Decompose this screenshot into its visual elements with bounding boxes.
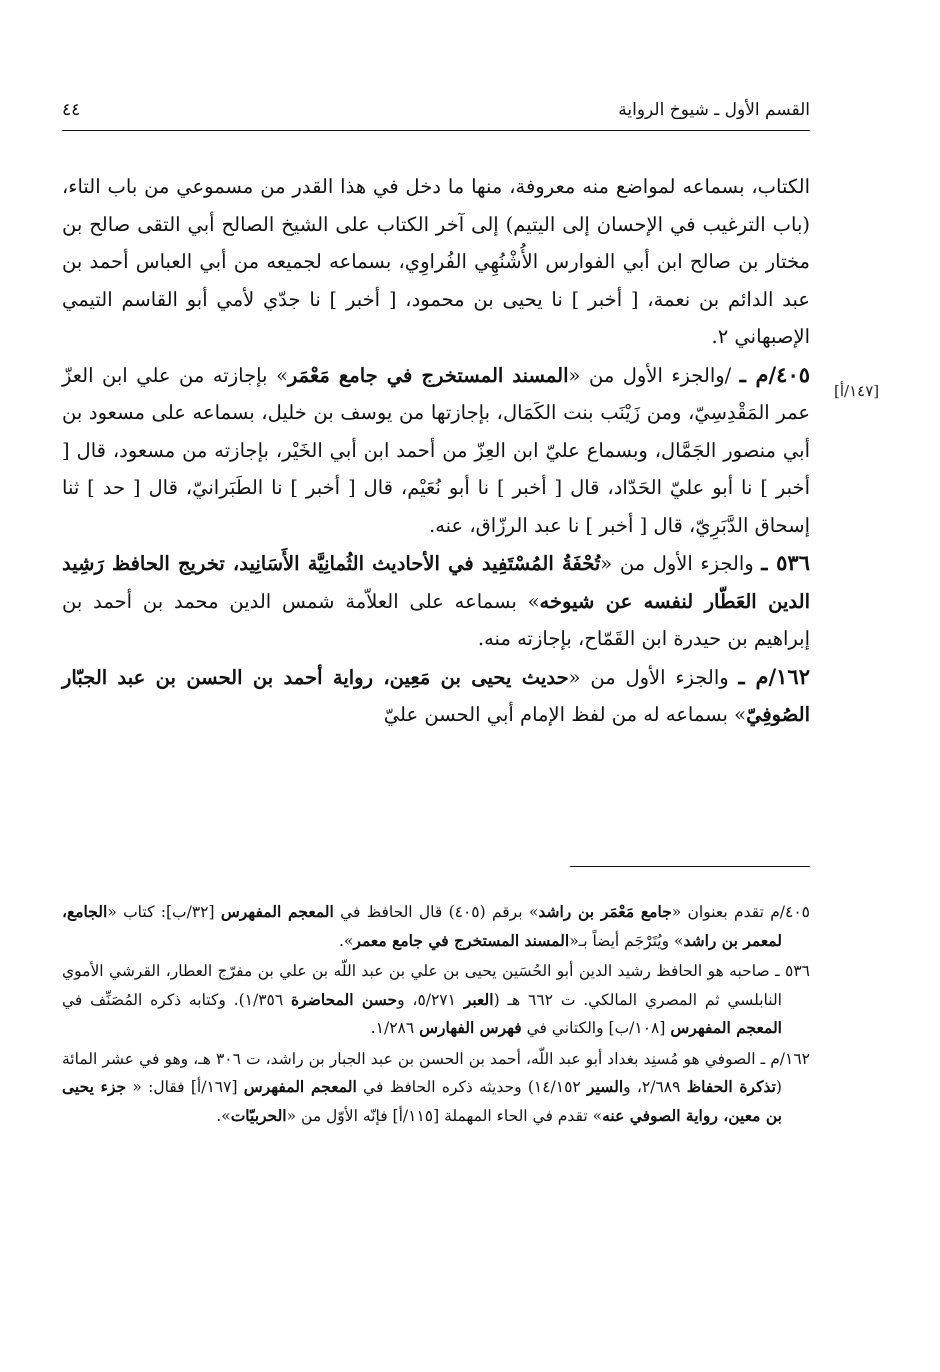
footnote-text: ١/٣٥٦). وكتابه ذكره المُصَنِّف في [62,990,292,1009]
entry-number: ٥٣٦ ـ [761,550,810,575]
entry-text: » بسماعه على العلاّمة شمس الدين محمد بن أحمد بن إبراهيم بن حيدرة ابن القَمّاح، بإجازته منه. [62,589,810,650]
footnote-title: فهرس الفهارس [419,1018,522,1037]
header-title: القسم الأول ـ شيوخ الرواية [618,100,810,120]
entry-162 [62,658,810,734]
footnote-text: [١٦٧/أ] فقال: « [126,1078,244,1096]
entry-text: » بسماعه له من لفظ الإمام أبي الحسن عليّ [383,703,747,726]
footnote-text: ـ صاحبه هو الحافظ رشيد الدين أبو الحُسَين يحيى بن علي بن عبد اللّه بن علي بن مفرّج العطار، القرشي الأموي النابلسي ثم المصري المالكي. ت ٦٦٢ هـ ( [62,962,786,1009]
footnote-divider [570,866,810,867]
footnote-162 [62,1045,810,1131]
entry-text: /والجزء الأول من « [568,363,740,387]
margin-folio-note: [١٤٧/أ] [834,382,880,400]
entry-number: ٤٠٥/م ـ [739,361,811,387]
footnote-text: ١٤/١٥٢) وحديثه ذكره الحافظ في [356,1078,588,1096]
footnote-title: جامع مَعْمَر بن راشد [538,902,672,921]
footnote-title: المسند المستخرج في جامع معمر [353,930,570,950]
footnote-405 [62,898,810,955]
footnote-text: تقدم بعنوان « [671,903,771,921]
footnote-text: ». [216,1106,231,1125]
footnote-text: ٢/٦٨٩، و [623,1078,687,1096]
footnote-title: المعجم المفهرس [220,902,334,921]
footnote-title: المعجم المفهرس [243,1077,357,1096]
footnote-number: ٤٠٥/م [770,903,810,921]
footnote-text: ». [339,931,354,950]
footnote-536 [62,957,810,1043]
footnote-text: [٣٢/ب]: كتاب « [107,903,221,921]
footnote-text: ١/٢٨٦. [370,1019,420,1037]
entry-title: تُحْفَةُ المُسْتَفِيد في الأحاديث الثُمانِيَّة الأَسَانِيد، تخريج الحافظ رَشِيد الدين العَطّار لنفسه عن شيوخه [62,552,810,613]
footnote-text: » برقم (٤٠٥) قال الحافظ في [333,903,539,921]
footnote-title: تذكرة الحفاظ [686,1077,776,1096]
footnote-number: ٥٣٦ [785,962,810,980]
main-text [62,168,810,734]
entry-title: حديث يحيى بن مَعِين، رواية أحمد بن الحسن بن عبد الجبّار الصُوفِيّ [62,665,810,726]
header-divider [62,130,810,131]
footnote-text: ـ الصوفي هو مُسنِد بغداد أبو عبد اللّه، أحمد بن الحسن بن عبد الجبار بن راشد، ت ٣٠٦ هـ، وهو في عشر المائة ( [62,1049,782,1096]
entry-title: المسند المستخرج في جامع مَعْمَر [287,363,569,387]
entry-number: ١٦٢/م ـ [738,663,810,689]
document-page [62,80,810,1340]
footnote-text: ٥/٢٧١، و [397,990,464,1009]
footnotes [62,898,810,1132]
footnote-title: المعجم المفهرس [670,1018,782,1037]
footnote-number: ١٦٢/م [770,1049,811,1068]
footnote-title: العبر [463,989,494,1009]
entry-text: والجزء الأول من « [600,552,762,575]
footnote-title: السير [587,1077,624,1096]
footnote-text: » تقدم في الحاء المهملة [١١٥/أ] فإنّه الأوّل من « [286,1106,603,1125]
entry-405 [62,356,810,545]
entry-536 [62,544,810,658]
paragraph-continuation: الكتاب، بسماعه لمواضع منه معروفة، منها ما دخل في هذا القدر من مسموعي من باب التاء، (باب الترغيب في الإحسان إلى اليتيم) إلى آخر الكتاب على الشيخ الصالح أبي التقى صالح بن مختار بن صالح ابن أبي الفوارس الأُشْنُهِي الفُراوِي، بسماعه لجميعه من أبي العباس أحمد بن عبد الدائم بن نعمة، [ أخبر ] نا يحيى بن محمود، [ أخبر ] نا جدّي لأمي أبو القاسم التيمي الإصبهاني ٢. [62,175,810,348]
footnote-title: الحربيّات [230,1105,287,1125]
entry-text: والجزء الأول من « [568,665,739,689]
entry-text: » بإجازته من علي ابن العزّ عمر المَقْدِسِيّ، ومن زَيْنَب بنت الكَمَال، بإجازتها من يوسف بن خليل، بسماعه على مسعود بن أبي منصور الجَمَّال، وبسماع عليّ ابن العِزّ من أحمد ابن أبي الخَيْر، بإجازته من مسعود، قال [ أخبر ] نا أبو عليّ الحَدّاد، قال [ أخبر ] نا أبو نُعَيْم، قال [ أخبر ] نا الطَبَرانيّ، قال [ حد ] ثنا إسحاق الدَّبَرِيّ، قال [ أخبر ] نا عبد الرزّاق، عنه. [62,363,810,537]
running-header [62,80,810,126]
page-number: ٤٤ [62,100,81,120]
footnote-title: حسن المحاضرة [291,989,398,1009]
footnote-text: » ويُتَرْجَم أيضاً بـ« [569,931,684,950]
footnote-text: [١٠٨/ب] والكتاني في [521,1019,671,1037]
footnote-title: جزء يحيى بن معين، رواية الصوفي عنه [62,1077,782,1125]
footnote-title: الجامع، لمعمر بن راشد [62,902,782,950]
